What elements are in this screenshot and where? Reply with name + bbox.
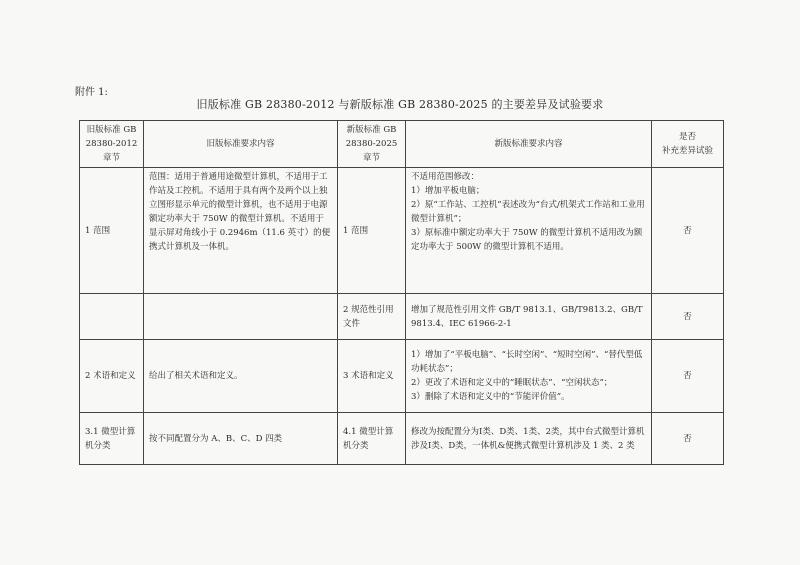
old-chapter-cell: 3.1 微型计算机分类 (80, 413, 144, 465)
table-header-row (80, 121, 724, 168)
table-row (80, 340, 724, 413)
header-old-content: 旧版标准要求内容 (144, 121, 338, 168)
document-title: 旧版标准 GB 28380-2012 与新版标准 GB 28380-2025 的主要差异及试验要求 (196, 98, 604, 111)
new-content-cell: 增加了规范性引用文件 GB/T 9813.1、GB/T9813.2、GB/T9813.4、IEC 61966-2-1 (406, 294, 652, 340)
old-content-cell (144, 294, 338, 340)
header-new-content: 新版标准要求内容 (406, 121, 652, 168)
new-content-cell: 1）增加了“平板电脑”、“长时空闲”、“短时空闲”、“替代型低功耗状态”； 2）更改了术语和定义中的“睡眠状态”、“空闲状态”； 3）删除了术语和定义中的“节能评价值”。 (406, 340, 652, 413)
old-content-cell: 给出了相关术语和定义。 (144, 340, 338, 413)
header-extra-test: 是否 补充差异试验 (652, 121, 724, 168)
extra-test-cell: 否 (652, 340, 724, 413)
old-content-cell: 范围：适用于普通用途微型计算机，不适用于工作站及工控机。不适用于具有两个及两个以上独立图形显示单元的微型计算机，也不适用于电源额定功率大于 750W 的微型计算机。不适用于显示屏对角线小于 0.2946m（11.6 英寸）的便携式计算机及一体机。 (144, 168, 338, 294)
table-row (80, 413, 724, 465)
old-chapter-cell (80, 294, 144, 340)
comparison-table (79, 120, 724, 465)
header-new-chapter: 新版标准 GB 28380-2025 章节 (338, 121, 406, 168)
new-content-cell: 修改为按配置分为Ⅰ类、D类、1类、2类，其中台式微型计算机涉及Ⅰ类、D类，一体机&便携式微型计算机涉及 1 类、2 类 (406, 413, 652, 465)
old-chapter-cell: 1 范围 (80, 168, 144, 294)
extra-test-cell: 否 (652, 294, 724, 340)
extra-test-cell: 否 (652, 168, 724, 294)
table-row (80, 294, 724, 340)
new-chapter-cell: 3 术语和定义 (338, 340, 406, 413)
new-chapter-cell: 1 范围 (338, 168, 406, 294)
old-chapter-cell: 2 术语和定义 (80, 340, 144, 413)
attachment-label: 附件 1: (75, 87, 108, 98)
old-content-cell: 按不同配置分为 A、B、C、D 四类 (144, 413, 338, 465)
extra-test-cell: 否 (652, 413, 724, 465)
new-chapter-cell: 2 规范性引用文件 (338, 294, 406, 340)
new-content-cell: 不适用范围修改： 1）增加平板电脑； 2）原“工作站、工控机”表述改为“台式/机架式工作站和工业用微型计算机”； 3）原标准中额定功率大于 750W 的微型计算机不适用改为额定功率大于 500W 的微型计算机不适用。 (406, 168, 652, 294)
header-old-chapter: 旧版标准 GB 28380-2012 章节 (80, 121, 144, 168)
new-chapter-cell: 4.1 微型计算机分类 (338, 413, 406, 465)
table-row (80, 168, 724, 294)
